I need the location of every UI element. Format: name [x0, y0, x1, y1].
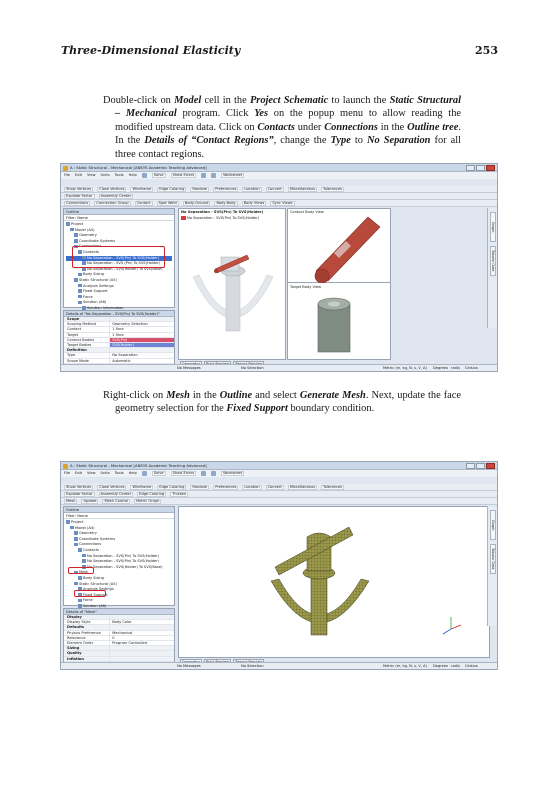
explode-factor-slider[interactable]: Explode Factor [66, 492, 93, 496]
show-vertices-button[interactable]: Show Vertices [66, 485, 92, 489]
update-button[interactable]: Update [83, 499, 97, 503]
connections-button[interactable]: Connections [66, 201, 89, 205]
graph-tab[interactable]: Graph [490, 510, 496, 540]
miscellaneous-button[interactable]: Miscellaneous [289, 187, 316, 191]
preferences-button[interactable]: Preferences [215, 485, 237, 489]
status-selection: No Selection [241, 366, 264, 370]
convert-button[interactable]: Convert [267, 187, 282, 191]
details-row: Element Order Program Controlled [64, 641, 174, 646]
menu-edit[interactable]: Edit [75, 471, 82, 475]
details-row-target-bodies: Target Bodies SVS(Holder) [64, 343, 174, 348]
tree-item[interactable]: Fixed Support [66, 289, 172, 295]
tree-item[interactable]: Model (A4) [66, 526, 172, 532]
status-bar [61, 364, 497, 371]
details-row: Contact 1 Face [64, 327, 174, 332]
tree-item[interactable]: Contacts [66, 548, 172, 554]
menu-file[interactable]: File [64, 471, 71, 475]
location-button[interactable]: Location [244, 187, 260, 191]
tree-item[interactable]: Static Structural (A5) [66, 582, 172, 588]
minimize-icon[interactable] [466, 165, 475, 171]
wireframe-button[interactable]: Wireframe [132, 187, 152, 191]
window-title: A : Static Structural - Mechanical [ANSYS Academic Teaching Advanced] [70, 463, 207, 468]
settings-icon [78, 284, 82, 288]
tree-item-contact-region[interactable]: No Separation - SVS(Holder) To SVS(Base) [66, 267, 172, 273]
ansys-screenshot-mesh [60, 461, 498, 670]
tolerances-button[interactable]: Tolerances [323, 187, 343, 191]
sizing-icon [78, 576, 82, 580]
tolerances-button[interactable]: Tolerances [323, 485, 343, 489]
tree-item[interactable]: Project [66, 222, 172, 228]
window-controls[interactable] [466, 463, 495, 469]
instruction-paragraph-2: Right-click on Mesh in the Outline and select Generate Mesh. Next, update the face geometry selection for the Fixed Support boundary condition. [103, 390, 462, 415]
spot-weld-button[interactable]: Spot Weld [158, 201, 177, 205]
menu-bar [61, 172, 497, 179]
status-units[interactable]: Metric (m, kg, N, s, V, A) [383, 366, 427, 370]
contacts-highlight-box [72, 246, 165, 268]
contact-region-icon [82, 559, 86, 563]
status-selection: No Selection [241, 664, 264, 668]
tree-item[interactable]: Model (A4) [66, 228, 172, 234]
random-button[interactable]: Random [192, 187, 208, 191]
details-row: Scoping Method Geometry Selection [64, 322, 174, 327]
menu-help[interactable]: Help [128, 471, 137, 475]
contact-body-view[interactable] [288, 209, 390, 283]
menu-tools[interactable]: Tools [114, 173, 124, 177]
window-titlebar [61, 164, 497, 172]
edge-coloring-button[interactable]: Edge Coloring [159, 485, 185, 489]
close-icon[interactable] [486, 165, 495, 171]
holder-stem [226, 275, 240, 331]
toolbar-icon[interactable] [142, 173, 147, 178]
details-header: Details of "No Separation - SVS(Pin) To SVS(Holder)" [64, 311, 174, 317]
project-icon [66, 520, 70, 524]
details-row-contact-bodies: Contact Bodies SVS(Pin) [64, 338, 174, 343]
geometry-viewport[interactable] [178, 208, 286, 360]
status-messages[interactable]: No Messages [177, 664, 201, 668]
preferences-button[interactable]: Preferences [215, 187, 237, 191]
details-row: Physics Preference Mechanical [64, 631, 174, 636]
explode-toolbar [61, 193, 497, 200]
tree-item[interactable]: Force [66, 598, 172, 604]
zoom-icon[interactable] [201, 471, 206, 476]
sync-views-button[interactable]: Sync Views [272, 201, 293, 205]
tree-item-contacts[interactable]: Contacts [66, 250, 172, 256]
contact-body-views [287, 208, 391, 360]
status-rate: rad/s [451, 664, 461, 668]
graph-tab[interactable]: Graph [490, 212, 496, 242]
tree-item-contact-region[interactable]: No Separation - SVS(Pin) To SVS(Holder) [66, 256, 172, 262]
tree-item[interactable]: Body Sizing [66, 576, 172, 582]
details-panel [63, 608, 175, 662]
menu-help[interactable]: Help [128, 173, 137, 177]
tree-item[interactable]: Project [66, 520, 172, 526]
wireframe-button[interactable]: Wireframe [132, 485, 152, 489]
tree-item[interactable]: Solution Information [66, 306, 172, 312]
holder-render [288, 284, 390, 359]
app-icon [63, 166, 68, 171]
tabular-data-tab[interactable]: Tabular Data [490, 544, 496, 574]
explode-factor-slider[interactable]: Explode Factor [66, 194, 93, 198]
menu-edit[interactable]: Edit [75, 173, 82, 177]
side-tabs [487, 506, 497, 626]
outline-header: Outline [64, 209, 174, 215]
tree-item[interactable]: Analysis Settings [66, 284, 172, 290]
connection-group-button[interactable]: Connection Group [96, 201, 129, 205]
tree-item[interactable]: No Separation - SVS(Holder) To SVS(Base) [66, 565, 172, 571]
assembly-center-select[interactable]: Assembly Center [100, 492, 132, 496]
show-vertices-button[interactable]: Show Vertices [66, 187, 92, 191]
model-render [179, 209, 287, 359]
thicken-button[interactable]: Thicken [172, 492, 187, 496]
viewport-legend: No Separation - SVS(Pin) To SVS(Holder) [181, 216, 259, 220]
geometry-icon [74, 531, 78, 535]
tree-item[interactable]: Coordinate Systems [66, 537, 172, 543]
window-controls[interactable] [466, 165, 495, 171]
fixed-support-icon [78, 289, 82, 293]
static-structural-icon [74, 582, 78, 586]
solve-button[interactable]: Solve [153, 471, 164, 475]
menu-units[interactable]: Units [100, 471, 110, 475]
details-row: Inflation [64, 657, 174, 662]
show-errors-button[interactable]: Show Errors [172, 471, 195, 475]
edge-coloring-button[interactable]: Edge Coloring [139, 492, 165, 496]
details-row: Target 1 Face [64, 333, 174, 338]
menu-bar [61, 470, 497, 477]
status-temp: Celsius [465, 366, 478, 370]
contact-button[interactable]: Contact [136, 201, 151, 205]
details-row: Defaults [64, 625, 174, 630]
outline-filter[interactable]: Filter: Name [64, 215, 174, 221]
solution-icon [78, 301, 82, 305]
tree-item[interactable]: No Separation - SVS(Pin) To SVS(Holder) [66, 559, 172, 565]
mesh-toolbar [61, 498, 497, 505]
tree-item[interactable]: No Separation - SVS(Pin) To SVS(Holder) [66, 554, 172, 560]
tree-item[interactable]: Solution (A6) [66, 300, 172, 306]
solve-button[interactable]: Solve [153, 173, 164, 177]
convert-button[interactable]: Convert [267, 485, 282, 489]
status-temp: Celsius [465, 664, 478, 668]
zoom-icon[interactable] [201, 173, 206, 178]
maximize-icon[interactable] [476, 165, 485, 171]
pin-render [288, 209, 390, 283]
side-tabs [487, 208, 497, 328]
body-body-button[interactable]: Body-Body [216, 201, 236, 205]
menu-view[interactable]: View [86, 173, 96, 177]
outline-filter[interactable]: Filter: Name [64, 513, 174, 519]
ansys-screenshot-contacts [60, 163, 498, 372]
outline-header: Outline [64, 507, 174, 513]
pin-end [214, 269, 218, 273]
pan-icon[interactable] [211, 173, 216, 178]
menu-units[interactable]: Units [100, 173, 110, 177]
window-title: A : Static Structural - Mechanical [ANSYS Academic Teaching Advanced] [70, 165, 207, 170]
mesh-render [179, 507, 491, 657]
location-button[interactable]: Location [244, 485, 260, 489]
connections-icon [74, 543, 78, 547]
worksheet-button[interactable]: Worksheet [223, 173, 243, 177]
fixed-support-highlight-box [74, 590, 106, 597]
show-errors-button[interactable]: Show Errors [172, 173, 195, 177]
close-vertices-button[interactable]: Close Vertices [99, 485, 125, 489]
force-icon [78, 295, 82, 299]
details-panel [63, 310, 175, 364]
mesh-viewport[interactable] [178, 506, 490, 658]
tree-item[interactable]: Analysis Settings [66, 587, 172, 593]
page-number: 253 [475, 44, 498, 57]
tree-item[interactable]: Body Sizing [66, 272, 172, 278]
edge-coloring-button[interactable]: Edge Coloring [159, 187, 185, 191]
app-icon [63, 464, 68, 469]
tree-item-mesh[interactable]: Mesh [66, 570, 172, 576]
contacts-icon [78, 548, 82, 552]
model-icon [70, 526, 74, 530]
connections-toolbar [61, 200, 497, 207]
running-title: Three-Dimensional Elasticity [61, 44, 241, 57]
contact-region-icon [82, 554, 86, 558]
graphics-toolbar [61, 186, 497, 193]
window-titlebar [61, 462, 497, 470]
menu-file[interactable]: File [64, 173, 71, 177]
details-row: Scope Mode Automatic [64, 359, 174, 364]
close-vertices-button[interactable]: Close Vertices [99, 187, 125, 191]
mesh-control-button[interactable]: Mesh Control [104, 499, 129, 503]
tree-item[interactable]: Connections [66, 244, 172, 250]
status-angle: Degrees [433, 664, 448, 668]
details-row: Relevance 0 [64, 636, 174, 641]
graphics-toolbar [61, 484, 497, 491]
tree-item[interactable]: Solution (A6) [66, 604, 172, 610]
details-row-type: Type No Separation [64, 353, 174, 358]
status-units[interactable]: Metric (m, kg, N, s, V, A) [383, 664, 427, 668]
tabular-data-tab[interactable]: Tabular Data [490, 246, 496, 276]
sizing-icon [78, 273, 82, 277]
contact-view-label: Contact Body View [290, 210, 324, 214]
body-views-button[interactable]: Body Views [243, 201, 265, 205]
close-icon[interactable] [486, 463, 495, 469]
assembly-center-select[interactable]: Assembly Center [100, 194, 132, 198]
miscellaneous-button[interactable]: Miscellaneous [289, 485, 316, 489]
body-ground-button[interactable]: Body-Ground [184, 201, 209, 205]
metric-graph-button[interactable]: Metric Graph [136, 499, 160, 503]
details-row: Sizing [64, 646, 174, 651]
toolbar-icon[interactable] [142, 471, 147, 476]
coordinate-icon [74, 239, 78, 243]
tree-item[interactable]: Geometry [66, 233, 172, 239]
mesh-button[interactable]: Mesh [66, 499, 76, 503]
menu-tools[interactable]: Tools [114, 471, 124, 475]
force-icon [78, 599, 82, 603]
viewport-title: No Separation - SVS(Pin) To SVS(Holder) [181, 210, 264, 214]
geometry-icon [74, 233, 78, 237]
tree-item-fixed-support[interactable]: Fixed Support [66, 593, 172, 599]
tree-item[interactable]: Static Structural (A5) [66, 278, 172, 284]
status-messages[interactable]: No Messages [177, 366, 201, 370]
target-view-label: Target Body View [290, 285, 322, 289]
tree-item[interactable]: Connections [66, 542, 172, 548]
tree-item[interactable]: Geometry [66, 531, 172, 537]
instruction-paragraph-1: Double-click on Model cell in the Project Schematic to launch the Static Structural – Mechanical program. Click Yes on the popup menu to allow reading the modified upstream data. Click on Contacts under Connections in the Outline tree. In the Details of “Contact Regions”, change the Type to No Separation for all three contact regions. [103, 95, 462, 160]
details-row: Display [64, 615, 174, 620]
minimize-icon[interactable] [466, 463, 475, 469]
axis-triad-icon [443, 617, 461, 634]
status-bar [61, 662, 497, 669]
coordinate-icon [74, 537, 78, 541]
details-row: Definition [64, 348, 174, 353]
project-icon [66, 222, 70, 226]
details-header: Details of "Mesh" [64, 609, 174, 615]
target-body-view[interactable] [288, 284, 390, 359]
tree-item[interactable]: Coordinate Systems [66, 239, 172, 245]
tree-item[interactable]: Force [66, 295, 172, 301]
menu-view[interactable]: View [86, 471, 96, 475]
model-icon [70, 228, 74, 232]
pan-icon[interactable] [211, 471, 216, 476]
mesh-highlight-box [68, 567, 94, 574]
random-button[interactable]: Random [192, 485, 208, 489]
static-structural-icon [74, 278, 78, 282]
status-angle: Degrees [433, 366, 448, 370]
details-row: Display Style Body Color [64, 620, 174, 625]
status-rate: rad/s [451, 366, 461, 370]
worksheet-button[interactable]: Worksheet [223, 471, 243, 475]
running-header [61, 44, 498, 60]
explode-toolbar [61, 491, 497, 498]
tree-item-contact-region[interactable]: No Separation - SVS (Pin) To SVS(Holder) [66, 261, 172, 267]
details-row: Scope [64, 317, 174, 322]
details-row: Quality [64, 651, 174, 656]
maximize-icon[interactable] [476, 463, 485, 469]
